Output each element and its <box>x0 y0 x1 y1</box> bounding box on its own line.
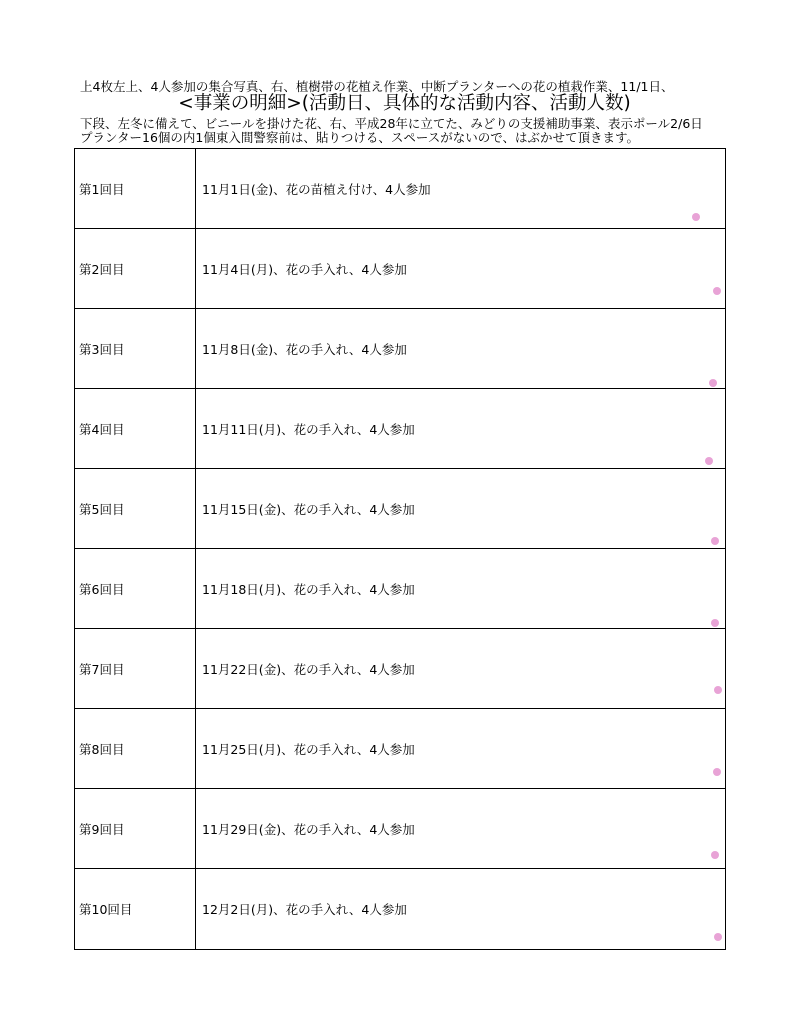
table-row <box>75 469 725 549</box>
activity-detail: 11月11日(月)、花の手入れ、4人参加 <box>202 422 415 437</box>
pink-dot-marker <box>713 768 721 776</box>
round-label: 第1回目 <box>79 182 125 197</box>
pink-dot-marker <box>692 213 700 221</box>
round-label: 第5回目 <box>79 502 125 517</box>
round-cell <box>75 389 196 468</box>
section-heading: <事業の明細>(活動日、具体的な活動内容、活動人数) <box>178 93 631 114</box>
pink-dot-marker <box>705 457 713 465</box>
table-row <box>75 629 725 709</box>
intro-line: 上4枚左上、4人参加の集合写真、右、植樹帯の花植え作業、中断プランターへの花の植栽作業、11/1日、 <box>80 79 674 94</box>
round-cell <box>75 869 196 949</box>
pink-dot-marker <box>714 686 722 694</box>
round-label: 第6回目 <box>79 582 125 597</box>
round-cell <box>75 629 196 708</box>
activity-log-table <box>74 148 726 950</box>
round-cell <box>75 709 196 788</box>
pink-dot-marker <box>711 537 719 545</box>
round-cell <box>75 469 196 548</box>
activity-detail: 11月1日(金)、花の苗植え付け、4人参加 <box>202 182 431 197</box>
activity-detail: 11月8日(金)、花の手入れ、4人参加 <box>202 342 407 357</box>
pink-dot-marker <box>714 933 722 941</box>
round-label: 第2回目 <box>79 262 125 277</box>
pink-dot-marker <box>709 379 717 387</box>
round-cell <box>75 789 196 868</box>
round-cell <box>75 309 196 388</box>
activity-detail: 11月25日(月)、花の手入れ、4人参加 <box>202 742 415 757</box>
round-label: 第8回目 <box>79 742 125 757</box>
activity-detail: 11月18日(月)、花の手入れ、4人参加 <box>202 582 415 597</box>
table-row <box>75 549 725 629</box>
table-row <box>75 229 725 309</box>
activity-detail: 11月4日(月)、花の手入れ、4人参加 <box>202 262 407 277</box>
note-line-2: プランター16個の内1個東入間警察前は、貼りつける、スペースがないので、はぶかせて頂きます。 <box>80 130 639 145</box>
activity-detail: 12月2日(月)、花の手入れ、4人参加 <box>202 902 407 917</box>
activity-detail: 11月29日(金)、花の手入れ、4人参加 <box>202 822 415 837</box>
pink-dot-marker <box>711 851 719 859</box>
table-row <box>75 709 725 789</box>
table-row <box>75 389 725 469</box>
note-line-1: 下段、左冬に備えて、ビニールを掛けた花、右、平成28年に立てた、みどりの支援補助事業、表示ポール2/6日 <box>80 116 703 131</box>
pink-dot-marker <box>713 287 721 295</box>
round-label: 第4回目 <box>79 422 125 437</box>
table-row <box>75 309 725 389</box>
table-row <box>75 149 725 229</box>
pink-dot-marker <box>711 619 719 627</box>
round-label: 第10回目 <box>79 902 133 917</box>
round-label: 第7回目 <box>79 662 125 677</box>
round-cell <box>75 229 196 308</box>
table-row <box>75 869 725 949</box>
round-cell <box>75 549 196 628</box>
activity-detail: 11月22日(金)、花の手入れ、4人参加 <box>202 662 415 677</box>
table-row <box>75 789 725 869</box>
activity-detail: 11月15日(金)、花の手入れ、4人参加 <box>202 502 415 517</box>
round-label: 第9回目 <box>79 822 125 837</box>
round-label: 第3回目 <box>79 342 125 357</box>
round-cell <box>75 149 196 228</box>
